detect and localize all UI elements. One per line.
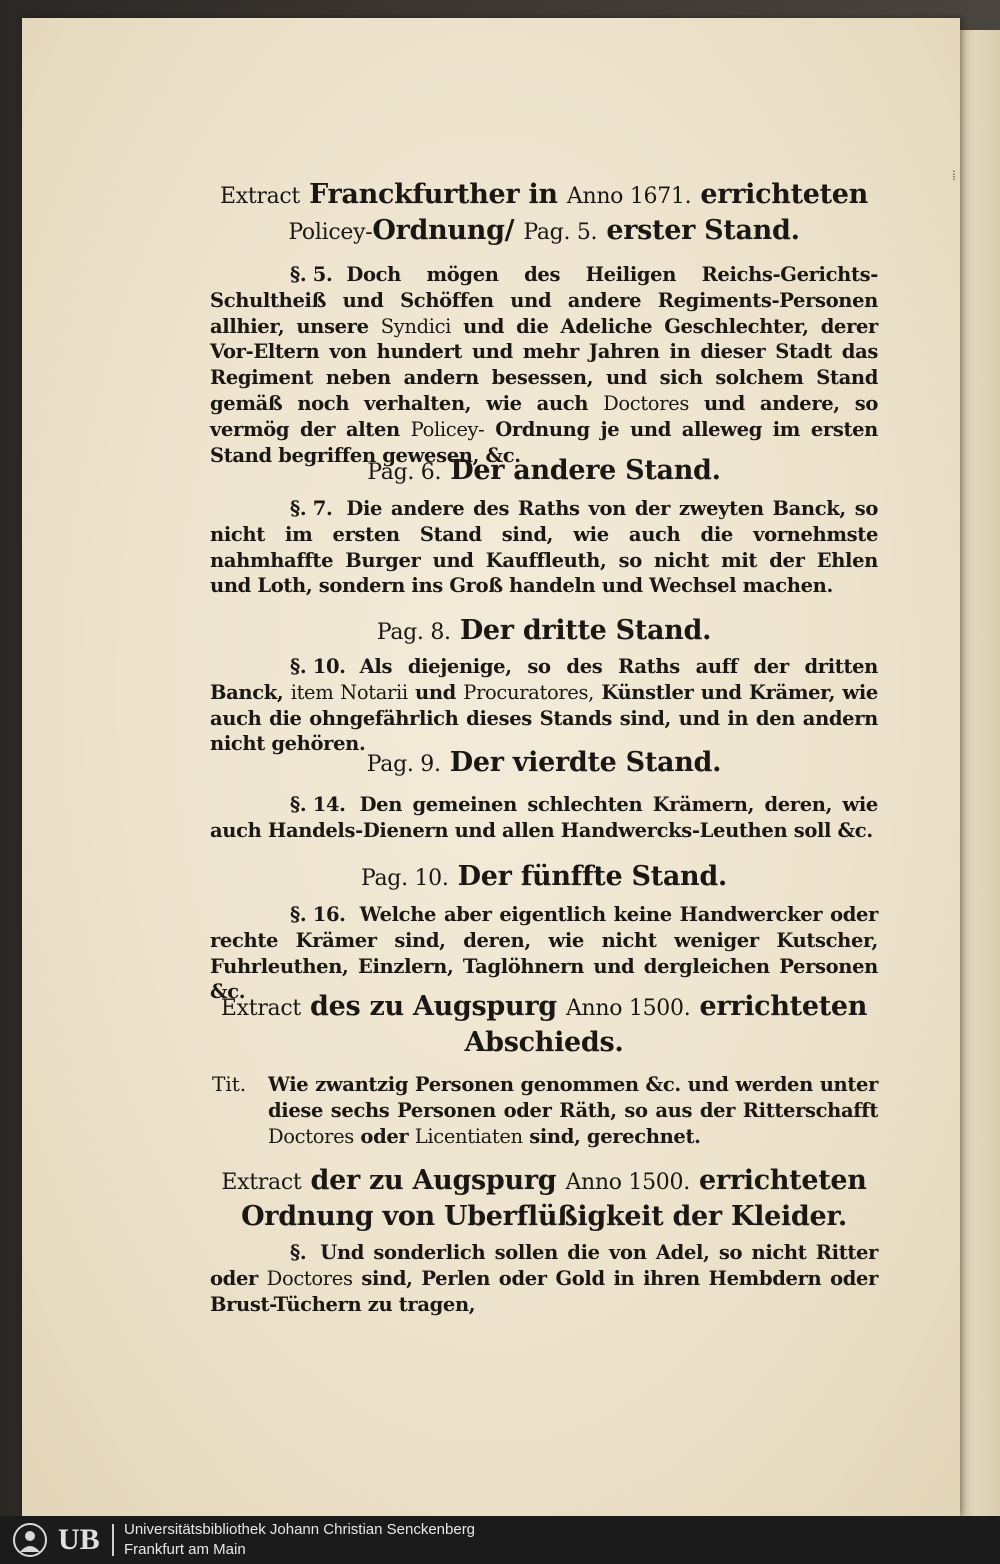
library-footer <box>0 1516 1000 1564</box>
page-margin-mark: ⁞ <box>952 168 956 184</box>
paragraph-section-5: §. 5. Doch mögen des Heiligen Reichs-Gerichts-Schultheiß und Schöffen und andere Regiments-Personen allhier, unsere Syndici und die Adeliche Geschlechter, derer Vor-Eltern von hundert und mehr Jahren in dieser Stadt das Regiment neben andern besessen, und sich solchem Stand gemäß noch verhalten, wie auch Doctores und andere, so vermög der alten Policey- Ordnung je und alleweg im ersten Stand begriffen gewesen, &c. <box>210 263 878 467</box>
logo-divider <box>112 1524 114 1556</box>
heading-der-vierdte-stand: Pag. 9. Der vierdte Stand. <box>366 747 722 778</box>
paragraph-tit: Tit. Wie zwantzig Personen genommen &c. und werden unter diese sechs Personen oder Räth, so aus der Ritterschafft Doctores oder Licentiaten sind, gerechnet. <box>212 1072 878 1148</box>
footer-library-name: Universitätsbibliothek Johann Christian Senckenberg <box>124 1521 476 1538</box>
paragraph-section-16: §. 16. Welche aber eigentlich keine Handwercker oder rechte Krämer sind, deren, wie nicht weniger Kutscher, Fuhrleuthen, Einzlern, Taglöhnern und dergleichen Personen &c. <box>210 903 878 1004</box>
heading-augspurg-abschied: Extract des zu Augspurg Anno 1500. errichteten Abschieds. <box>220 991 868 1058</box>
heading-augspurg-kleiderordnung: Extract der zu Augspurg Anno 1500. errichteten Ordnung von Uberflüßigkeit der Kleider. <box>221 1165 867 1232</box>
paragraph-section-10: §. 10. Als diejenige, so des Raths auff der dritten Banck, item Notarii und Procuratores, Künstler und Krämer, wie auch die ohngefährlich dieses Stands sind, und in den andern nicht gehören. <box>210 655 878 756</box>
footer-library-city: Frankfurt am Main <box>124 1541 246 1558</box>
library-logo: UB <box>58 1523 100 1556</box>
library-seal-icon <box>6 1522 54 1558</box>
paragraph-section-7: §. 7. Die andere des Raths von der zweyten Banck, so nicht im ersten Stand sind, wie auch die vornehmste nahmhaffte Burger und Kauffleuth, so nicht mit der Ehlen und Loth, sondern ins Groß handeln und Wechsel machen. <box>210 497 878 598</box>
paragraph-section-14: §. 14. Den gemeinen schlechten Krämern, deren, wie auch Handels-Dienern und allen Handwercks-Leuthen soll &c. <box>210 793 878 842</box>
heading-der-fuenffte-stand: Pag. 10. Der fünffte Stand. <box>360 861 728 892</box>
heading-der-dritte-stand: Pag. 8. Der dritte Stand. <box>376 615 712 646</box>
next-page-edge <box>958 30 1000 1516</box>
heading-der-andere-stand: Pag. 6. Der andere Stand. <box>367 455 721 486</box>
paragraph-kleider: §. Und sonderlich sollen die von Adel, so nicht Ritter oder Doctores sind, Perlen oder Gold in ihren Hembdern oder Brust-Tüchern zu tragen, <box>210 1241 878 1316</box>
heading-frankfurt-policey: Extract Franckfurther in Anno 1671. errichteten Policey-Ordnung/ Pag. 5. erster Stand. <box>219 179 869 246</box>
